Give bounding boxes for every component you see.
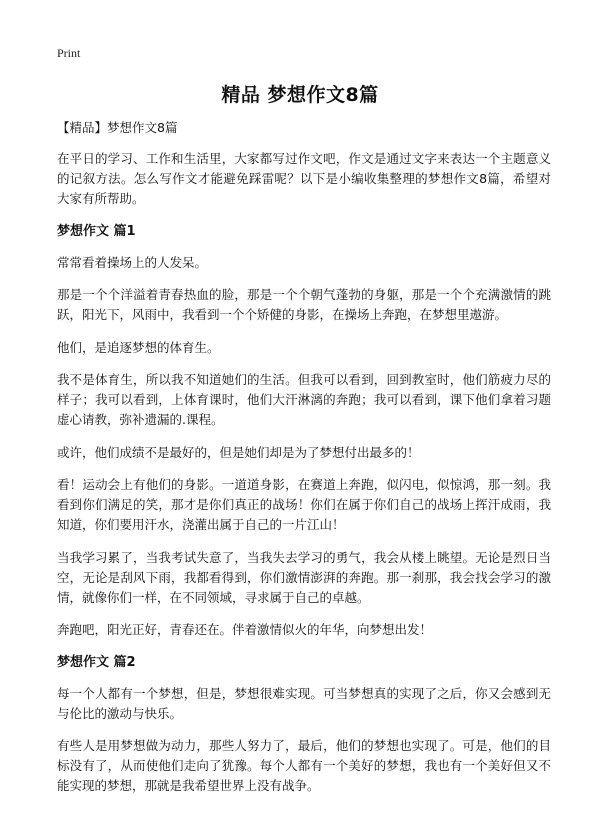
paragraph: 奔跑吧，阳光正好，青春还在。伴着激情似火的年华，向梦想出发！ — [57, 622, 433, 637]
section-heading-2: 梦想作文 篇2 — [57, 654, 136, 670]
document-body — [57, 118, 551, 809]
document-title: 精品 梦想作文8篇 — [221, 84, 379, 106]
paragraph: 每一个人都有一个梦想，但是，梦想很难实现。可当梦想真的实现了之后，你又会感到无与伦比的激动与快乐。 — [57, 685, 551, 721]
paragraph: 或许，他们成绩不是最好的，但是她们却是为了梦想付出最多的！ — [57, 444, 420, 460]
paragraph: 他们，是追逐梦想的体育生。 — [57, 339, 220, 355]
paragraph: 当我学习累了，当我考试失意了，当我失去学习的勇气，我会从楼上眺望。无论是烈日当空，无论是刮风下雨，我都看得到，你们激情澎湃的奔跑。那一刹那，我会找会学习的激情，就像你们一样，在不同领域，寻求属于自己的卓越。 — [57, 549, 551, 605]
paragraph: 我不是体育生，所以我不知道她们的生活。但我可以看到，回到教室时，他们筋疲力尽的样子；我可以看到，上体育课时，他们大汗淋漓的奔跑；我可以看到，课下他们拿着习题虚心请教，弥补遗漏的.课程。 — [57, 372, 551, 427]
paragraph: 那是一个个洋溢着青春热血的脸，那是一个个朝气蓬勃的身躯，那是一个个充满激情的跳跃，阳光下，风雨中，我看到一个个矫健的身影，在操场上奔跑，在梦想里遨游。 — [57, 287, 551, 322]
paragraph: 有些人是用梦想做为动力，那些人努力了，最后，他们的梦想也实现了。可是，他们的目标没有了，从而使他们走向了犹豫。每个人都有一个美好的梦想，我也有一个美好但又不能实现的梦想，那就是我希望世界上没有战争。 — [57, 738, 551, 793]
intro-paragraph: 在平日的学习、工作和生活里，大家都写过作文吧，作文是通过文字来表达一个主题意义的记叙方法。怎么写作文才能避免踩雷呢？以下是小编收集整理的梦想作文8篇，希望对大家有所帮助。 — [57, 151, 551, 206]
document-subtitle: 【精品】梦想作文8篇 — [57, 120, 178, 135]
print-link[interactable]: Print — [57, 46, 81, 60]
paragraph: 常常看着操场上的人发呆。 — [57, 254, 208, 270]
paragraph: 看！运动会上有他们的身影。一道道身影，在赛道上奔跑，似闪电，似惊鸿，那一刻。我看到你们满足的笑，那才是你们真正的战场！你们在属于你们自己的战场上挥汗成雨，我知道，你们要用汗水，浇灌出属于自己的一片江山！ — [57, 477, 551, 532]
section-heading-1: 梦想作文 篇1 — [57, 223, 136, 239]
